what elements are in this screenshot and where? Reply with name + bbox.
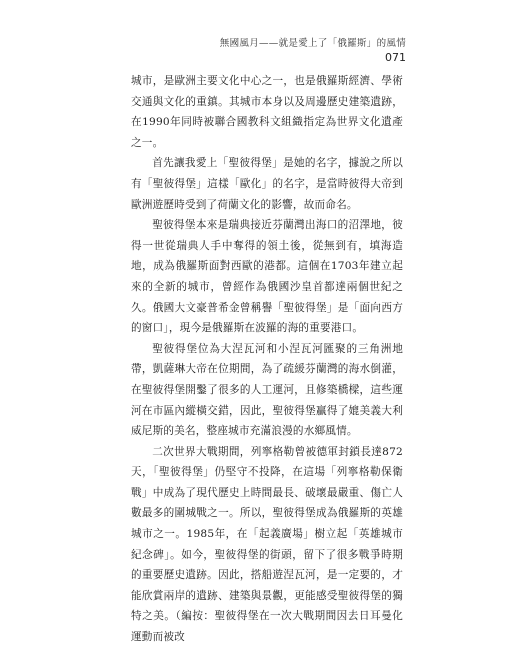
paragraph: 二次世界大戰期間，列寧格勒曾被德軍封鎖長達872天，「聖彼得堡」仍堅守不投降，在這場「列寧格勒保衛戰」中成為了現代歷史上時間最長、破壞最嚴重、傷亡人數最多的圍城戰之一。所以，聖彼得堡成為俄羅斯的英雄城市之一。1985年，在「起義廣場」樹立起「英雄城市紀念碑」。如今，聖彼得堡的街頭，留下了很多戰爭時期的重要歷史遺跡。因此，搭船遊涅瓦河，是一定要的，才能欣賞兩岸的遺跡、建築與景觀，更能感受聖彼得堡的獨特之美。（編按：聖彼得堡在一次大戰期間因去日耳曼化運動而被改 [131, 445, 403, 644]
paragraph: 首先讓我愛上「聖彼得堡」是她的名字，據說之所以有「聖彼得堡」這樣「歐化」的名字，是當時彼得大帝到歐洲遊歷時受到了荷蘭文化的影響，故而命名。 [131, 157, 403, 211]
body-text [131, 71, 403, 648]
paragraph: 城市，是歐洲主要文化中心之一，也是俄羅斯經濟、學術交通與文化的重鎮。其城市本身以及周邊歷史建築遺跡，在1990年同時被聯合國教科文組織指定為世界文化遺產之一。 [131, 75, 403, 149]
running-header: 無國風月——就是愛上了「俄羅斯」的風情 [219, 38, 406, 49]
paragraph: 聖彼得堡本來是瑞典接近芬蘭灣出海口的沼澤地，彼得一世從瑞典人手中奪得的領土後，從無到有，填海造地，成為俄羅斯面對西歐的港都。這個在1703年建立起來的全新的城市，曾經作為俄國沙皇首都達兩個世紀之久。俄國大文豪普希金曾稱譽「聖彼得堡」是「面向西方的窗口」，現今是俄羅斯在波羅的海的重要港口。 [131, 219, 403, 335]
paragraph: 聖彼得堡位為大涅瓦河和小涅瓦河匯聚的三角洲地帶，凱薩琳大帝在位期間，為了疏緩芬蘭灣的海水倒灌，在聖彼得堡開鑿了很多的人工運河，且修築橋樑，這些運河在市區內縱橫交錯，因此，聖彼得堡贏得了媲美義大利威尼斯的美名，整座城市充滿浪漫的水鄉風情。 [131, 342, 403, 438]
page-number: 071 [385, 51, 406, 64]
